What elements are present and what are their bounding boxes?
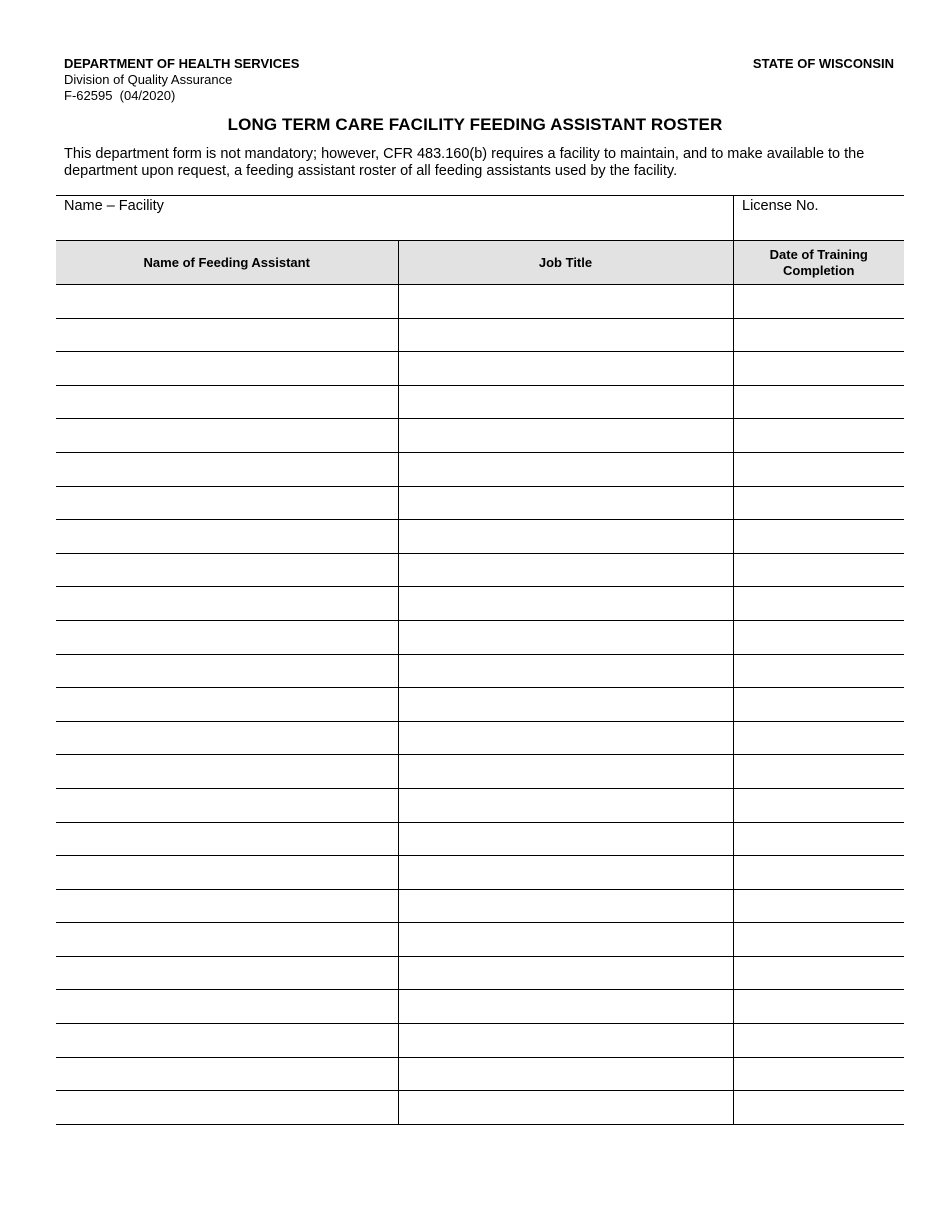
name-cell[interactable] <box>56 620 398 654</box>
form-number: F-62595 (04/2020) <box>64 88 176 103</box>
job-title-cell[interactable] <box>398 654 733 688</box>
job-title-cell[interactable] <box>398 620 733 654</box>
training-date-cell[interactable] <box>733 822 904 856</box>
training-date-cell[interactable] <box>733 520 904 554</box>
name-cell[interactable] <box>56 654 398 688</box>
table-row <box>56 587 904 621</box>
name-cell[interactable] <box>56 285 398 319</box>
table-row <box>56 788 904 822</box>
training-date-cell[interactable] <box>733 788 904 822</box>
training-date-cell[interactable] <box>733 486 904 520</box>
job-title-cell[interactable] <box>398 285 733 319</box>
name-cell[interactable] <box>56 452 398 486</box>
training-date-cell[interactable] <box>733 856 904 890</box>
training-date-cell[interactable] <box>733 452 904 486</box>
training-date-cell[interactable] <box>733 889 904 923</box>
table-row <box>56 856 904 890</box>
job-title-cell[interactable] <box>398 1057 733 1091</box>
header-left <box>64 56 299 104</box>
training-date-cell[interactable] <box>733 1057 904 1091</box>
training-date-cell[interactable] <box>733 721 904 755</box>
job-title-cell[interactable] <box>398 520 733 554</box>
name-cell[interactable] <box>56 688 398 722</box>
training-date-cell[interactable] <box>733 318 904 352</box>
name-cell[interactable] <box>56 1024 398 1058</box>
form-title: LONG TERM CARE FACILITY FEEDING ASSISTANT ROSTER <box>227 115 723 134</box>
table-row <box>56 990 904 1024</box>
job-title-cell[interactable] <box>398 889 733 923</box>
table-row <box>56 1024 904 1058</box>
roster-table <box>56 240 904 1125</box>
table-row <box>56 352 904 386</box>
training-date-cell[interactable] <box>733 956 904 990</box>
training-date-cell[interactable] <box>733 620 904 654</box>
job-title-cell[interactable] <box>398 788 733 822</box>
job-title-cell[interactable] <box>398 688 733 722</box>
name-cell[interactable] <box>56 1091 398 1125</box>
training-date-cell[interactable] <box>733 385 904 419</box>
column-header-name: Name of Feeding Assistant <box>56 241 398 285</box>
training-date-cell[interactable] <box>733 352 904 386</box>
department-name: DEPARTMENT OF HEALTH SERVICES <box>64 56 300 71</box>
table-row <box>56 385 904 419</box>
table-row <box>56 452 904 486</box>
facility-name-label: Name – Facility <box>64 198 164 214</box>
training-date-cell[interactable] <box>733 553 904 587</box>
table-row <box>56 923 904 957</box>
name-cell[interactable] <box>56 486 398 520</box>
name-cell[interactable] <box>56 956 398 990</box>
table-row <box>56 1057 904 1091</box>
name-cell[interactable] <box>56 385 398 419</box>
job-title-cell[interactable] <box>398 923 733 957</box>
table-row <box>56 486 904 520</box>
job-title-cell[interactable] <box>398 419 733 453</box>
table-row <box>56 688 904 722</box>
name-cell[interactable] <box>56 520 398 554</box>
job-title-cell[interactable] <box>398 1024 733 1058</box>
job-title-cell[interactable] <box>398 822 733 856</box>
table-row <box>56 889 904 923</box>
training-date-cell[interactable] <box>733 285 904 319</box>
name-cell[interactable] <box>56 419 398 453</box>
name-cell[interactable] <box>56 856 398 890</box>
table-row <box>56 520 904 554</box>
roster-header-row <box>56 241 904 285</box>
job-title-cell[interactable] <box>398 452 733 486</box>
table-row <box>56 285 904 319</box>
name-cell[interactable] <box>56 318 398 352</box>
name-cell[interactable] <box>56 788 398 822</box>
name-cell[interactable] <box>56 822 398 856</box>
training-date-cell[interactable] <box>733 654 904 688</box>
name-cell[interactable] <box>56 352 398 386</box>
table-row <box>56 1091 904 1125</box>
training-date-cell[interactable] <box>733 1091 904 1125</box>
license-number-field[interactable] <box>733 196 904 241</box>
table-row <box>56 553 904 587</box>
job-title-cell[interactable] <box>398 587 733 621</box>
table-row <box>56 755 904 789</box>
job-title-cell[interactable] <box>398 990 733 1024</box>
facility-row <box>56 195 904 240</box>
training-date-cell[interactable] <box>733 923 904 957</box>
training-date-cell[interactable] <box>733 990 904 1024</box>
job-title-cell[interactable] <box>398 856 733 890</box>
table-row <box>56 956 904 990</box>
training-date-cell[interactable] <box>733 755 904 789</box>
job-title-cell[interactable] <box>398 721 733 755</box>
roster-body <box>56 285 904 1125</box>
division-name: Division of Quality Assurance <box>64 72 233 87</box>
job-title-cell[interactable] <box>398 486 733 520</box>
column-header-job-title: Job Title <box>398 241 733 285</box>
table-row <box>56 318 904 352</box>
name-cell[interactable] <box>56 755 398 789</box>
license-number-label: License No. <box>742 198 819 214</box>
table-row <box>56 822 904 856</box>
training-date-cell[interactable] <box>733 688 904 722</box>
name-cell[interactable] <box>56 553 398 587</box>
column-header-training-date: Date of Training Completion <box>733 241 904 285</box>
name-cell[interactable] <box>56 990 398 1024</box>
job-title-cell[interactable] <box>398 956 733 990</box>
job-title-cell[interactable] <box>398 755 733 789</box>
job-title-cell[interactable] <box>398 385 733 419</box>
table-row <box>56 654 904 688</box>
training-date-cell[interactable] <box>733 419 904 453</box>
name-cell[interactable] <box>56 721 398 755</box>
training-date-cell[interactable] <box>733 587 904 621</box>
table-row <box>56 620 904 654</box>
job-title-cell[interactable] <box>398 1091 733 1125</box>
intro-paragraph: This department form is not mandatory; however, CFR 483.160(b) requires a facility to maintain, and to make available to the department upon request, a feeding assistant roster of all feeding assistants used by the facility. <box>64 146 865 179</box>
training-date-cell[interactable] <box>733 1024 904 1058</box>
job-title-cell[interactable] <box>398 352 733 386</box>
state-name: STATE OF WISCONSIN <box>752 56 894 71</box>
name-cell[interactable] <box>56 587 398 621</box>
job-title-cell[interactable] <box>398 553 733 587</box>
name-cell[interactable] <box>56 923 398 957</box>
table-row <box>56 721 904 755</box>
name-cell[interactable] <box>56 889 398 923</box>
name-cell[interactable] <box>56 1057 398 1091</box>
table-row <box>56 419 904 453</box>
job-title-cell[interactable] <box>398 318 733 352</box>
